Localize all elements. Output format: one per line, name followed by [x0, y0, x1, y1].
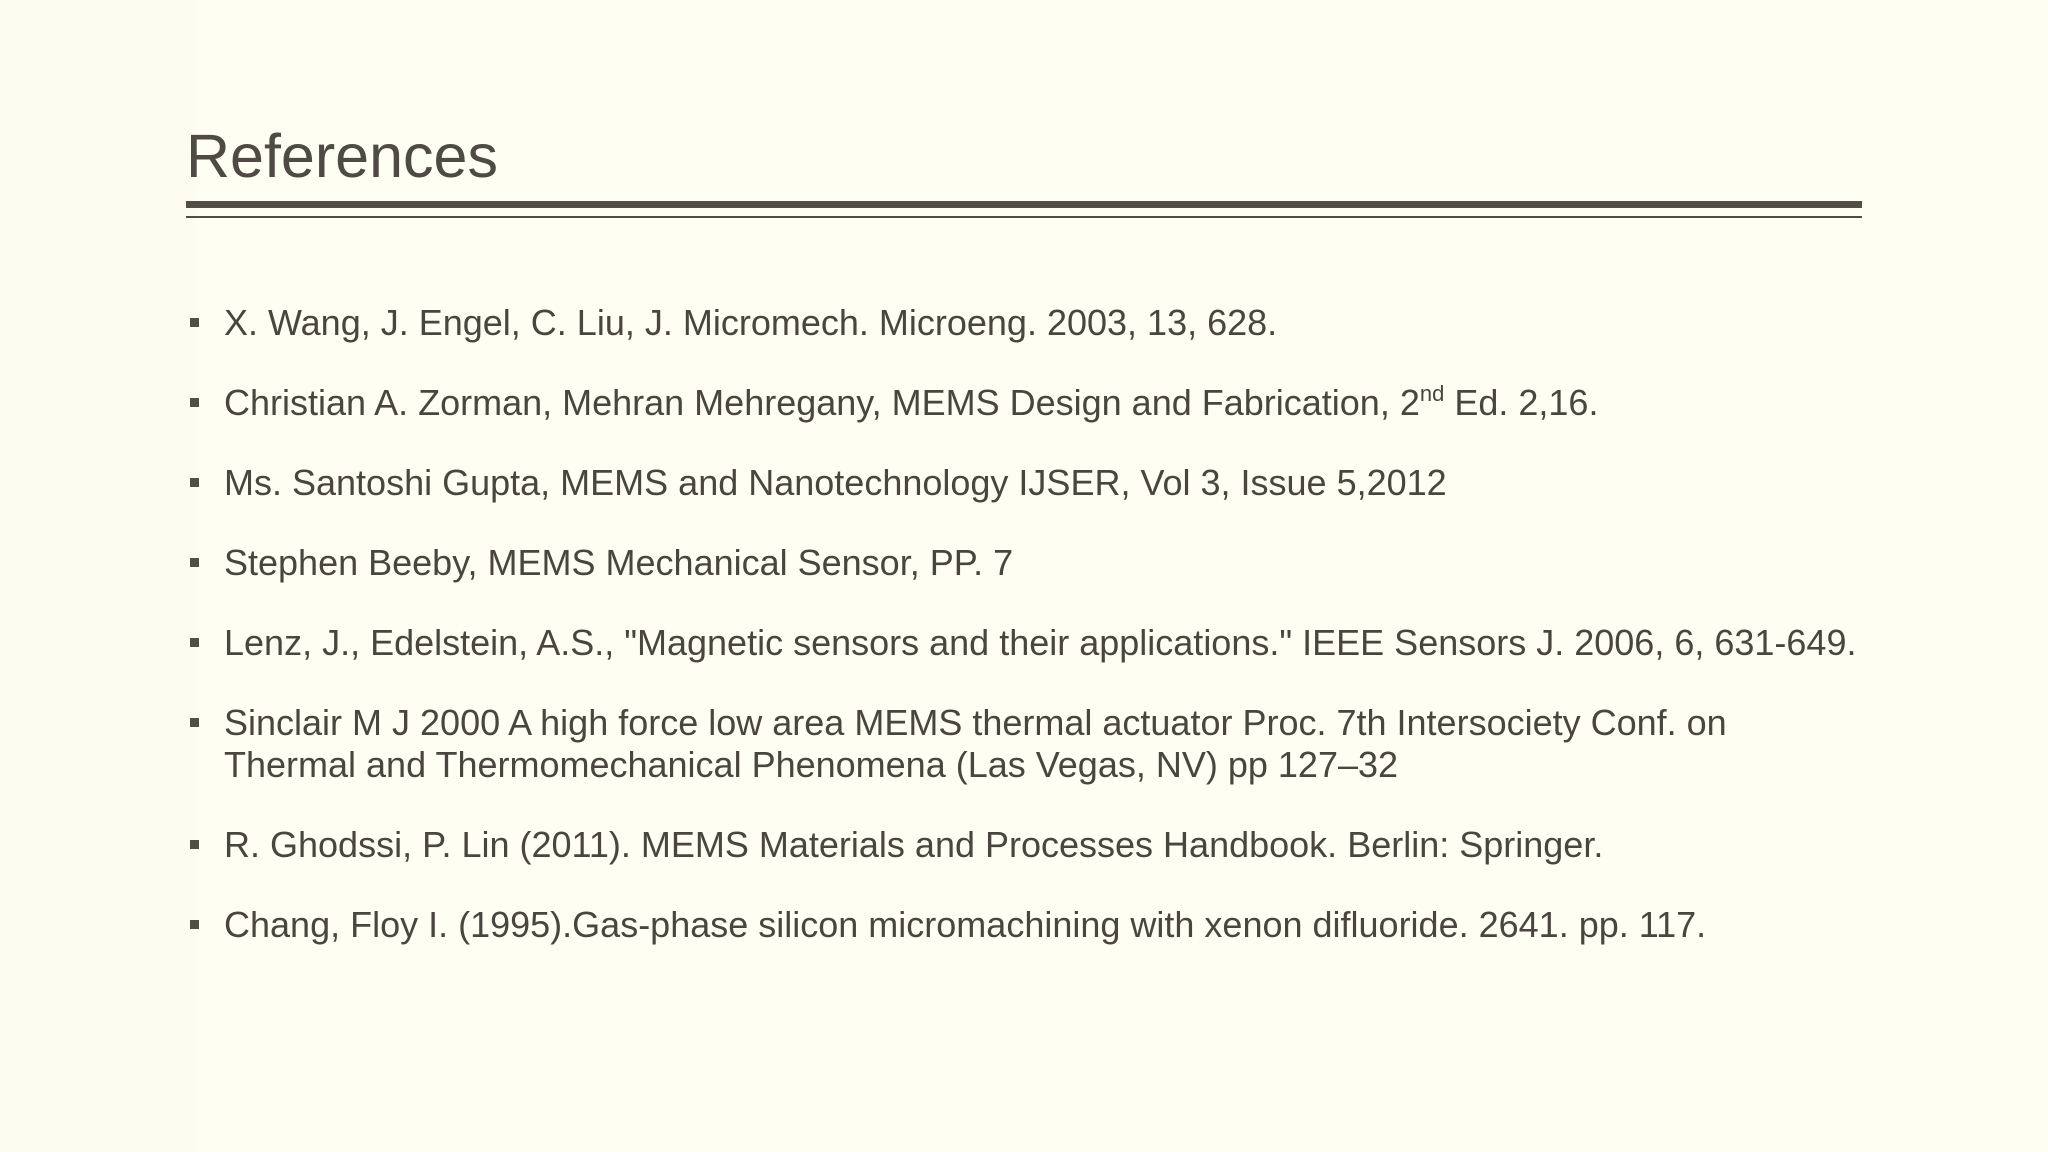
reference-text: Ms. Santoshi Gupta, MEMS and Nanotechnology IJSER, Vol 3, Issue 5,2012 [224, 462, 1447, 503]
reference-list [186, 302, 1866, 984]
title-rule-thick [186, 201, 1862, 208]
reference-text: X. Wang, J. Engel, C. Liu, J. Micromech. Microeng. 2003, 13, 628. [224, 302, 1278, 343]
square-bullet-icon [190, 398, 199, 407]
reference-item-5 [186, 622, 1866, 664]
reference-text: Sinclair M J 2000 A high force low area MEMS thermal actuator Proc. 7th Intersociety Conf. on Thermal and Thermomechanical Phenomena (Las Vegas, NV) pp 127–32 [224, 702, 1727, 785]
square-bullet-icon [190, 638, 199, 647]
title-rule-thin [186, 216, 1862, 218]
reference-item-4 [186, 542, 1866, 584]
square-bullet-icon [190, 920, 199, 929]
reference-text: Chang, Floy I. (1995).Gas-phase silicon micromachining with xenon difluoride. 2641. pp. 117. [224, 904, 1707, 945]
square-bullet-icon [190, 840, 199, 849]
square-bullet-icon [190, 478, 199, 487]
reference-superscript: nd [1419, 381, 1445, 406]
reference-text: Stephen Beeby, MEMS Mechanical Sensor, PP. 7 [224, 542, 1014, 583]
reference-text: Christian A. Zorman, Mehran Mehregany, MEMS Design and Fabrication, 2 [224, 382, 1420, 423]
reference-item-6 [186, 702, 1866, 786]
reference-text-tail: Ed. 2,16. [1444, 382, 1599, 423]
reference-item-2 [186, 382, 1866, 424]
square-bullet-icon [190, 318, 199, 327]
reference-text: Lenz, J., Edelstein, A.S., "Magnetic sensors and their applications." IEEE Sensors J. 2006, 6, 631-649. [224, 622, 1857, 663]
square-bullet-icon [190, 558, 199, 567]
reference-text: R. Ghodssi, P. Lin (2011). MEMS Materials and Processes Handbook. Berlin: Springer. [224, 824, 1604, 865]
reference-item-1 [186, 302, 1866, 344]
left-margin-band [0, 0, 196, 1152]
reference-item-8 [186, 904, 1866, 946]
square-bullet-icon [190, 718, 199, 727]
slide-title: References [186, 122, 498, 190]
reference-item-3 [186, 462, 1866, 504]
reference-item-7 [186, 824, 1866, 866]
